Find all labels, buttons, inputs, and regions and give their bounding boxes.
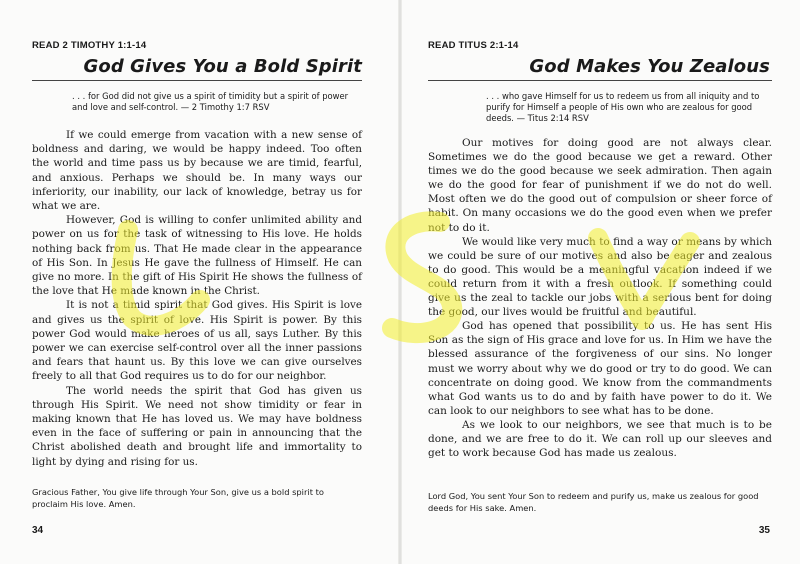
left-page <box>0 0 398 564</box>
left-paragraph-4: The world needs the spirit that God has given us through His Spirit. We need not show timidity or fear in making known that He has loved us. We may have boldness even in the face of suffering or pain in announcing that the Christ abolished death and brought life and immortality to light by dying and rising for us. <box>32 384 362 468</box>
right-paragraph-4: As we look to our neighbors, we see that much is to be done, and we are free to do it. We can roll up our sleeves and get to work because God has made us zealous. <box>428 418 772 460</box>
left-page-number: 34 <box>32 525 44 536</box>
right-prayer: Lord God, You sent Your Son to redeem and purify us, make us zealous for good deeds for His sake. Amen. <box>428 491 759 513</box>
left-title-rule <box>32 80 362 81</box>
left-paragraph-3: It is not a timid spirit that God gives. His Spirit is love and gives us the spirit of love. His Spirit is power. By this power God would make heroes of us all, says Luther. By this power we can exercise self-control over all the inner passions and fears that haunt us. By this love we can give ourselves freely to all that God requires us to do for our neighbor. <box>32 299 362 383</box>
left-paragraph-2: However, God is willing to confer unlimited ability and power on us for the task of witnessing to His love. He holds nothing back from us. That He made clear in the appearance of His Son. In Jesus He gave the fullness of Himself. He can give no more. In the gift of His Spirit He shows the fullness of the love that He made known in the Christ. <box>32 214 362 298</box>
right-title-rule <box>428 80 772 81</box>
right-reading-reference: READ TITUS 2:1-14 <box>428 40 519 51</box>
left-body-text <box>32 128 362 469</box>
right-page-number: 35 <box>758 525 770 536</box>
left-paragraph-1: If we could emerge from vacation with a new sense of boldness and daring, we would be happy indeed. Too often the world and time pass us by because we are timid, fearful, and anxious. Perhaps we should be. In many ways our inferiority, our inability, our lack of knowledge, betray us for what we are. <box>32 129 362 213</box>
right-paragraph-3: God has opened that possibility to us. He has sent His Son as the sign of His grace and love for us. In Him we have the blessed assurance of the forgiveness of our sins. No longer must we worry about why we do good or try to do good. We can concentrate on doing good. We know from the commandments what God wants us to do and by faith have power to do it. We can look to our neighbors to see what has to be done. <box>428 320 772 417</box>
right-paragraph-2: We would like very much to find a way or means by which we could be sure of our motives and also be eager and zealous to do good. This would be a meaningful vacation indeed if we could return from it with a fresh outlook. If something could give us the zeal to tackle our jobs with a serious bent for doing the good, our lives would be fruitful and beautiful. <box>428 235 772 319</box>
left-key-verse: . . . for God did not give us a spirit of timidity but a spirit of power and love and self-control. — 2 Timothy 1:7 RSV <box>72 91 349 112</box>
right-page-title: God Makes You Zealous <box>529 56 770 77</box>
right-key-verse: . . . who gave Himself for us to redeem us from all iniquity and to purify for Himself a people of His own who are zealous for good deeds. — Titus 2:14 RSV <box>486 91 760 123</box>
right-paragraph-1: Our motives for doing good are not always clear. Sometimes we do the good because we get a reward. Other times we do the good because we seek admiration. Then again we do the good for fear of punishment if we do not do well. Most often we do the good out of compulsion or sheer force of habit. On many occasions we do the good even when we prefer not to do it. <box>428 137 772 234</box>
left-reading-reference: READ 2 TIMOTHY 1:1-14 <box>32 40 147 51</box>
right-body-text <box>428 136 772 460</box>
left-prayer: Gracious Father, You give life through Your Son, give us a bold spirit to proclaim His love. Amen. <box>32 487 324 509</box>
right-page <box>402 0 800 564</box>
left-page-title: God Gives You a Bold Spirit <box>83 56 362 77</box>
